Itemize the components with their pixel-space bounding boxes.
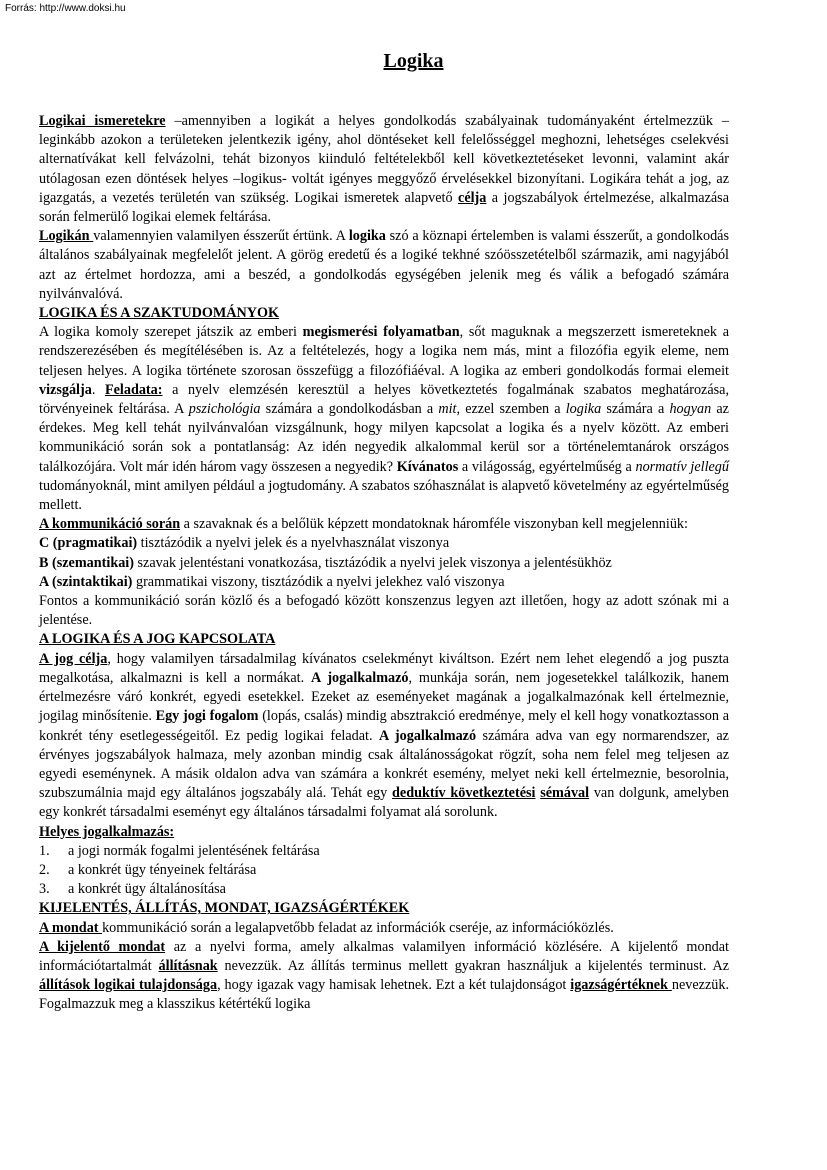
- term-jog-celja: A jog célja: [39, 650, 108, 667]
- text: az a nyelvi forma, amely alkalmas valamilyen információ közlésére. A kijelentő mondat információtartalmát: [39, 938, 729, 974]
- term-feladata: Feladata:: [104, 381, 163, 398]
- italic-term: mit: [438, 401, 457, 418]
- relation-text: tisztázódik a nyelvi jelek és a nyelvhasználat viszonya: [137, 535, 450, 552]
- bold-term: megismerési folyamatban: [302, 324, 460, 341]
- paragraph-szaktudomanyok: [39, 323, 729, 515]
- text: (lopás, csalás) mindig absztrakció eredménye, mely el kell hogy vonatkoztasson a konkrét tény esetlegességeitől. Ez pedig logikai feladat.: [39, 708, 729, 744]
- heading-helyes-jogalkalmazas: Helyes jogalkalmazás:: [39, 823, 175, 840]
- bold-term: Kívánatos: [396, 458, 459, 475]
- text: kommunikáció során a legalapvetőbb feladat az információk cseréje, az információközlés.: [102, 919, 614, 936]
- paragraph-kommunikacio: [39, 515, 729, 534]
- list-number: 1.: [39, 842, 50, 859]
- text: tudományoknál, mint amilyen például a jogtudomány. A szabatos szóhasználat is alapvető követelmény az egyértelműség mellett.: [39, 477, 729, 514]
- paragraph-logikan: [39, 227, 729, 304]
- term-mondat: A mondat: [39, 919, 103, 936]
- term-logika: logika: [348, 228, 386, 245]
- paragraph-intro: [39, 112, 729, 227]
- text: a világosság, egyértelműség a: [458, 458, 636, 475]
- text: , ezzel szemben a: [456, 401, 566, 418]
- relation-label: B (szemantikai): [39, 554, 134, 571]
- text: .: [91, 381, 105, 398]
- page-title: Logika: [383, 50, 444, 72]
- text: , sőt maguknak a megszerzett ismereteknek a rendszerezésében és megítélésében is. Az a feltételezés, hogy a logika nem más, mint a filozófia egyik eleme, nem teljesen helyes. A logika története szorosan összefügg a filozófiáéval. A logika az emberi gondolkodás formai elemeit: [39, 324, 729, 379]
- term-celja: célja: [458, 189, 487, 206]
- steps-list: [39, 842, 729, 900]
- text: A logika komoly szerepet játszik az emberi: [39, 324, 303, 341]
- relation-label: C (pragmatikai): [39, 535, 138, 552]
- bold-term: A jogalkalmazó: [378, 727, 477, 744]
- term-deduktiv: deduktív következtetési: [392, 785, 536, 802]
- document-body: [39, 112, 729, 1015]
- text: nevezzük. Az állítás terminus mellett gyakran használjuk a kijelentés terminust. Az: [217, 957, 729, 974]
- list-number: 2.: [39, 861, 50, 878]
- paragraph-konszenzus: Fontos a kommunikáció során közlő és a befogadó között konszenzus legyen azt illetően, hogy az adott szónak mi a jelentése.: [39, 593, 729, 629]
- heading-kijelentes: KIJELENTÉS, ÁLLÍTÁS, MONDAT, IGAZSÁGÉRTÉKEK: [39, 900, 410, 917]
- term-allitasnak: állításnak: [158, 957, 218, 974]
- bold-term: vizsgálja: [39, 381, 92, 398]
- relation-item: [39, 554, 729, 573]
- paragraph-jog-celja: [39, 650, 729, 823]
- list-number: 3.: [39, 881, 50, 898]
- text: nevezzük. Fogalmazzuk meg a klasszikus kétértékű logika: [39, 977, 729, 1013]
- term-kommunikacio: A kommunikáció során: [39, 516, 181, 533]
- list-item: [39, 842, 729, 861]
- heading-logika-es-jog: A LOGIKA ÉS A JOG KAPCSOLATA: [39, 631, 276, 648]
- italic-term: hogyan: [669, 401, 712, 418]
- paragraph-mondat: [39, 919, 729, 938]
- text: az érdekes. Meg kell tehát nyilvánvalóan vizsgálnunk, hogy milyen kapcsolat a logika és a nyelv között. Az emberi kommunikáció során sok a pontatlanság: Az idén negyedik alkalommal kerül sor a történelemtanárok országos találkozójára. Volt már idén három vagy összesen a negyedik?: [39, 401, 729, 475]
- list-text: a jogi normák fogalmi jelentésének feltárása: [68, 842, 320, 859]
- term-kijelento-mondat: A kijelentő mondat: [39, 938, 166, 955]
- term-logikan: Logikán: [39, 228, 94, 245]
- text: számára a gondolkodásban a: [260, 401, 439, 418]
- term-igazsagerteknek: igazságértéknek: [570, 977, 672, 994]
- text: , munkája során, nem jogesetekkel találkozik, hanem értelmezésre váró konkrét, egyedi esetekkel. Ezeket az eseményeket magának a jogalkalmazónak kell értelmeznie, jogilag minősítenie.: [39, 669, 729, 725]
- italic-term: pszichológia: [188, 401, 261, 418]
- relation-text: grammatikai viszony, tisztázódik a nyelvi jelekhez való viszonya: [132, 573, 505, 590]
- text: számára adva van egy normarendszer, az érvényes jogszabályok halmaza, mely azonban mindig csak általánosságokat rögzít, soha nem felel meg teljesen az egyedi eseménynek. A másik oldalon adva van számára a konkrét esemény, melyet neki kell értelmeznie, besorolnia, szubszumálnia majd egy általános jogszabály alá. Tehát egy: [39, 727, 729, 802]
- list-text: a konkrét ügy általánosítása: [68, 881, 226, 898]
- relation-label: A (szintaktikai): [39, 573, 133, 590]
- text: a jogszabályok értelmezése, alkalmazása során felmerülő logikai elemek feltárása.: [39, 189, 729, 226]
- bold-term: A jogalkalmazó: [311, 669, 409, 686]
- term-allitasok-tulajdonsaga: állítások logikai tulajdonsága: [39, 977, 218, 994]
- text: –amennyiben a logikát a helyes gondolkodás szabályainak tudományaként értelmezzük – leginkább azokon a területeken jelentkezik igény, ahol döntéseket kell felelősséggel meghozni, lehetséges cselekvési alternatívákat kell felvázolni, tehát bizonyos kiinduló feltételekből kell következtetéseket levonni, valamint akár utólagosan ezen döntések helyes –logikus- voltát igényes meggyőző érvelésekkel bizonyítani. Logikára tehát a jog, az igazgatás, a vezetés területén van szükség. Logikai ismeretek alapvető: [39, 113, 729, 206]
- text: valamennyien valamilyen ésszerűt értünk. A: [93, 228, 349, 245]
- relation-item: [39, 573, 729, 592]
- bold-term: Egy jogi fogalom: [155, 708, 259, 725]
- heading-szaktudomanyok: LOGIKA ÉS A SZAKTUDOMÁNYOK: [39, 305, 280, 322]
- text: a szavaknak és a belőlük képzett mondatoknak háromféle viszonyban kell megjelenniük:: [180, 516, 688, 533]
- term-semaval: sémával: [540, 785, 590, 802]
- list-item: [39, 880, 729, 899]
- list-item: [39, 861, 729, 880]
- text: , hogy valamilyen társadalmilag kívánatos cselekményt kiváltson. Ezért nem lehet elegendő a jog puszta megalkotása, alkalmazni is kell a normákat.: [39, 650, 729, 686]
- text: , hogy igazak vagy hamisak lehetnek. Ezt a két tulajdonságot: [217, 977, 571, 994]
- relation-text: szavak jelentéstani vonatkozása, tisztázódik a nyelvi jelek viszonya a jelentésükhöz: [133, 554, 612, 571]
- term-logikai-ismeretekre: Logikai ismeretekre: [39, 113, 166, 129]
- text: a nyelv elemzésén keresztül a helyes következtetés fogalmának szabatos meghatározása, törvényeinek feltárása. A: [39, 381, 730, 418]
- italic-term: normatív jellegű: [635, 458, 729, 475]
- relation-item: [39, 534, 729, 553]
- text: van dolgunk, amelyben egy konkrét társadalmi eseményt egy általános társadalmi folyamat alá sorolunk.: [39, 785, 730, 821]
- source-note: Forrás: http://www.doksi.hu: [5, 3, 126, 14]
- italic-term: logika: [565, 401, 602, 418]
- list-text: a konkrét ügy tényeinek feltárása: [68, 861, 257, 878]
- paragraph-kijelento-mondat: [39, 938, 729, 1015]
- text: számára a: [601, 401, 670, 418]
- text: szó a köznapi értelemben is valami ésszerűt, a gondolkodás általános szabályainak megfelelőt jelent. A görög eredetű és a logiké tekhné szóösszetételből származik, ami nagyjából azt az értelmet hordozza, ami a beszéd, a gondolkodás egységében jelenik meg és válik a befogadó számára nyilvánvalóvá.: [39, 228, 730, 302]
